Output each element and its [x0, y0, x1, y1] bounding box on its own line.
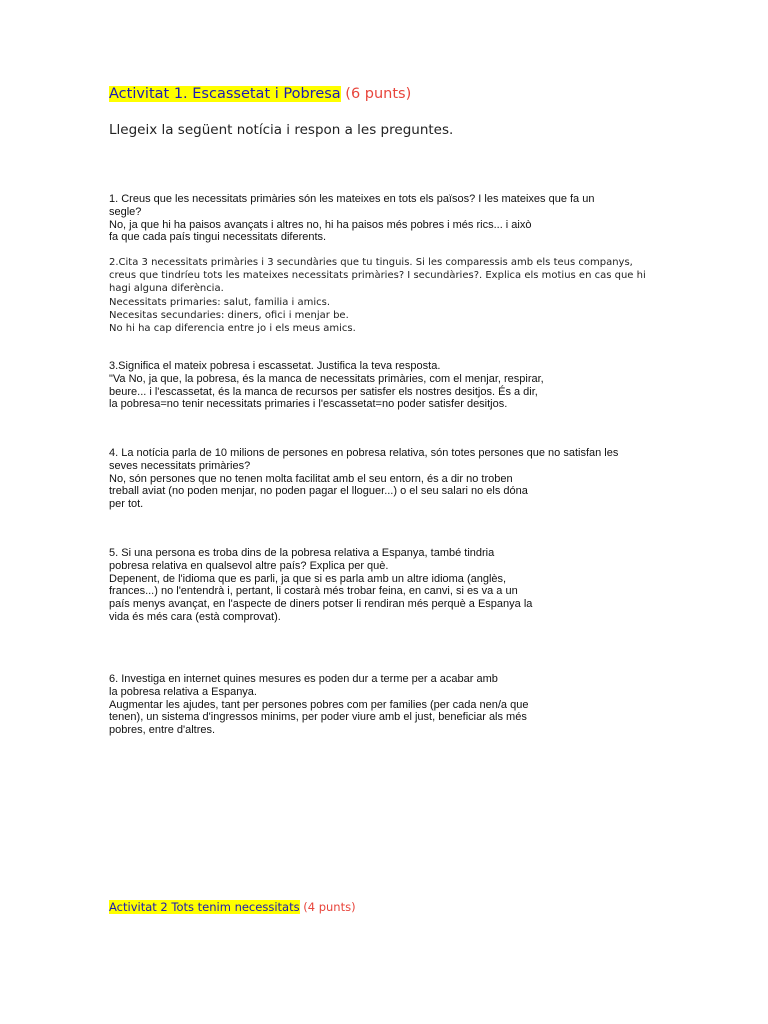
- activity-1-intro: Llegeix la següent notícia i respon a les preguntes.: [109, 122, 454, 138]
- question-3: [109, 360, 669, 411]
- activity-1-heading: [109, 86, 411, 102]
- answer-line: país menys avançat, en l'aspecte de diners potser li rendiran més perquè a Espanya la: [109, 598, 533, 611]
- answer-line: beure... i l'escassetat, és la manca de recursos per satisfer els nostres desitjos. És a dir,: [109, 385, 538, 398]
- question-line: 6. Investiga en internet quines mesures es poden dur a terme per a acabar amb: [109, 673, 498, 685]
- question-6: [109, 673, 669, 737]
- answer-line: la pobresa=no tenir necessitats primaries i l'escassetat=no poder satisfer desitjos.: [109, 398, 508, 411]
- answer-line: fa que cada país tingui necessitats diferents.: [109, 231, 327, 244]
- question-line: 4. La notícia parla de 10 milions de persones en pobresa relativa, són totes persones que no satisfan les: [109, 447, 619, 459]
- answer-line: treball aviat (no poden menjar, no poden pagar el lloguer...) o el seu salari no els dóna: [109, 485, 528, 498]
- activity-1-title: Activitat 1. Escassetat i Pobresa: [109, 86, 341, 102]
- activity-2-heading: [109, 900, 356, 914]
- question-line: seves necessitats primàries?: [109, 459, 251, 472]
- answer-line: tenen), un sistema d'ingressos minims, per poder viure amb el just, beneficiar als més: [109, 711, 527, 724]
- question-line: 3.Significa el mateix pobresa i escassetat. Justifica la teva resposta.: [109, 360, 441, 372]
- answer-line: vida és més cara (està comprovat).: [109, 610, 281, 623]
- answer-line: Augmentar les ajudes, tant per persones pobres com per families (per cada nen/a que: [109, 698, 529, 711]
- answer-line: per tot.: [109, 498, 144, 511]
- question-line: creus que tindríeu tots les mateixes necessitats primàries? I secundàries?. Explica els motius en cas que hi: [109, 270, 646, 282]
- answer-line: No, ja que hi ha paisos avançats i altres no, hi ha paisos més pobres i més rics... i això: [109, 218, 532, 231]
- question-line: pobresa relativa en qualsevol altre país? Explica per què.: [109, 559, 389, 572]
- question-line: la pobresa relativa a Espanya.: [109, 685, 257, 698]
- question-1: [109, 193, 669, 244]
- question-line: 5. Si una persona es troba dins de la pobresa relativa a Espanya, també tindria: [109, 547, 495, 559]
- answer-line: Necessitats primaries: salut, familia i amics.: [109, 296, 331, 308]
- question-line: 1. Creus que les necessitats primàries són les mateixes en tots els països? I les mateixes que fa un: [109, 193, 595, 205]
- answer-line: "Va No, ja que, la pobresa, és la manca de necessitats primàries, com el menjar, respirar,: [109, 372, 544, 385]
- question-4: [109, 447, 669, 511]
- question-line: segle?: [109, 205, 142, 218]
- activity-2-points: (4 punts): [303, 900, 356, 914]
- question-line: hagi alguna diferència.: [109, 283, 224, 295]
- answer-line: frances...) no l'entendrà i, pertant, li costarà més trobar feina, en canvi, si es va a un: [109, 585, 518, 598]
- activity-2-title: Activitat 2 Tots tenim necessitats: [109, 900, 300, 914]
- activity-1-points: (6 punts): [345, 86, 412, 102]
- question-5: [109, 547, 669, 624]
- answer-line: Depenent, de l'idioma que es parli, ja que si es parla amb un altre idioma (anglès,: [109, 572, 507, 585]
- answer-line: No, són persones que no tenen molta facilitat amb el seu entorn, és a dir no troben: [109, 472, 513, 485]
- question-line: 2.Cita 3 necessitats primàries i 3 secundàries que tu tinguis. Si les comparessis amb els teus companys,: [109, 257, 633, 268]
- answer-line: Necesitas secundaries: diners, ofici i menjar be.: [109, 309, 349, 321]
- question-2: [109, 256, 669, 335]
- answer-line: pobres, entre d'altres.: [109, 724, 216, 737]
- answer-line: No hi ha cap diferencia entre jo i els meus amics.: [109, 323, 356, 335]
